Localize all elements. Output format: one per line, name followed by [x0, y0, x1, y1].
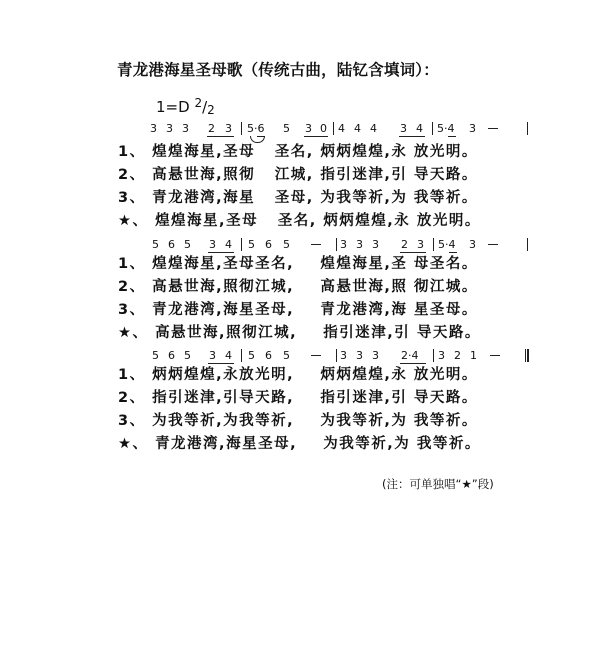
song-title: 青龙港海星圣母歌（传统古曲，陆钇含填词）： — [117, 61, 439, 79]
notation-row-3 — [0, 349, 600, 363]
note: 5 — [283, 238, 290, 251]
note: 3 — [417, 238, 424, 251]
note: 2 — [454, 349, 461, 362]
note: 3 — [166, 122, 173, 135]
lyric-line — [118, 209, 481, 230]
lyric-line — [118, 321, 481, 342]
note: 5·4 — [437, 122, 455, 135]
note: 3 — [469, 238, 476, 251]
verse-marker: 3、 — [118, 413, 146, 429]
key-label: 1=D — [156, 98, 190, 116]
barline — [527, 122, 528, 135]
barline — [433, 238, 434, 251]
note: 4 — [416, 122, 423, 135]
note: 2·4 — [401, 349, 419, 362]
barline — [241, 349, 242, 362]
lyric-line — [118, 386, 478, 407]
note: 5 — [184, 349, 191, 362]
lyric-line — [118, 252, 478, 273]
note: 4 — [225, 238, 232, 251]
verse-marker: 3、 — [118, 302, 146, 318]
verse-text: 青龙港湾,海星圣母, 青龙港湾,海 星圣母。 — [152, 302, 478, 318]
note: 3 — [438, 349, 445, 362]
note: 3 — [372, 238, 379, 251]
barline — [333, 122, 334, 135]
note: 6 — [265, 349, 272, 362]
barline — [527, 238, 528, 251]
verse-marker: 1、 — [118, 256, 146, 272]
footnote: (注：可单独唱“★”段) — [382, 477, 494, 491]
note: 3 — [356, 349, 363, 362]
note: 5 — [248, 349, 255, 362]
underline — [399, 136, 425, 137]
note: 4 — [225, 349, 232, 362]
verse-marker: ★、 — [118, 436, 149, 452]
verse-text: 高悬世海,照彻江城, 指引迷津,引 导天路。 — [155, 325, 481, 341]
note: 5 — [184, 238, 191, 251]
note: 3 — [356, 238, 363, 251]
note: 5 — [152, 349, 159, 362]
verse-marker: 1、 — [118, 367, 146, 383]
note: 5 — [152, 238, 159, 251]
lyric-line — [118, 363, 478, 384]
dash — [488, 128, 498, 129]
verse-text: 煌煌海星,圣母 圣名, 炳炳煌煌,永 放光明。 — [155, 213, 481, 229]
verse-marker: ★、 — [118, 325, 149, 341]
verse-text: 指引迷津,引导天路, 指引迷津,引 导天路。 — [152, 390, 478, 406]
note: 3 — [372, 349, 379, 362]
note: 3 — [305, 122, 312, 135]
lyric-line — [118, 163, 478, 184]
note: 4 — [354, 122, 361, 135]
note: 3 — [340, 238, 347, 251]
note: 5·6 — [247, 122, 265, 135]
note: 4 — [338, 122, 345, 135]
note: 3 — [225, 122, 232, 135]
verse-text: 高悬世海,照彻 江城, 指引迷津,引 导天路。 — [152, 167, 478, 183]
note: 1 — [470, 349, 477, 362]
time-numerator: 2 — [194, 96, 203, 110]
verse-marker: 2、 — [118, 167, 146, 183]
note: 5·4 — [438, 238, 456, 251]
note: 6 — [265, 238, 272, 251]
note: 6 — [168, 238, 175, 251]
barline — [241, 238, 242, 251]
notation-row-2 — [0, 238, 600, 252]
note: 3 — [182, 122, 189, 135]
note: 5 — [248, 238, 255, 251]
note: 3 — [209, 349, 216, 362]
lyric-line — [118, 298, 478, 319]
verse-text: 炳炳煌煌,永放光明, 炳炳煌煌,永 放光明。 — [152, 367, 478, 383]
lyric-line — [118, 140, 478, 161]
verse-text: 青龙港湾,海星 圣母, 为我等祈,为 我等祈。 — [152, 190, 478, 206]
note: 4 — [370, 122, 377, 135]
final-barline — [525, 349, 529, 362]
verse-text: 煌煌海星,圣母 圣名, 炳炳煌煌,永 放光明。 — [152, 144, 478, 160]
note: 3 — [469, 122, 476, 135]
underline — [207, 136, 234, 137]
lyric-line — [118, 186, 478, 207]
note: 3 — [209, 238, 216, 251]
verse-marker: 2、 — [118, 390, 146, 406]
time-denominator: 2 — [207, 103, 215, 117]
verse-text: 煌煌海星,圣母圣名, 煌煌海星,圣 母圣名。 — [152, 256, 478, 272]
note: 3 — [400, 122, 407, 135]
note: 3 — [340, 349, 347, 362]
key-signature — [156, 96, 215, 117]
note: 5 — [283, 349, 290, 362]
dash — [488, 244, 498, 245]
dash — [311, 355, 321, 356]
barline — [241, 122, 242, 135]
verse-text: 青龙港湾,海星圣母, 为我等祈,为 我等祈。 — [155, 436, 481, 452]
barline — [336, 349, 337, 362]
lyric-line — [118, 409, 478, 430]
barline — [433, 349, 434, 362]
notation-row-1 — [0, 122, 600, 136]
note: 0 — [320, 122, 327, 135]
note: 2 — [208, 122, 215, 135]
barline — [432, 122, 433, 135]
lyric-line — [118, 432, 481, 453]
note: 6 — [168, 349, 175, 362]
verse-marker: ★、 — [118, 213, 149, 229]
dash — [311, 244, 321, 245]
lyric-line — [118, 275, 478, 296]
time-slash: / — [202, 98, 208, 116]
note: 2 — [401, 238, 408, 251]
underline — [448, 136, 456, 137]
verse-marker: 2、 — [118, 279, 146, 295]
verse-text: 高悬世海,照彻江城, 高悬世海,照 彻江城。 — [152, 279, 478, 295]
note: 5 — [283, 122, 290, 135]
verse-marker: 3、 — [118, 190, 146, 206]
barline — [336, 238, 337, 251]
note: 3 — [150, 122, 157, 135]
underline — [304, 136, 328, 137]
dash — [490, 355, 500, 356]
verse-marker: 1、 — [118, 144, 146, 160]
verse-text: 为我等祈,为我等祈, 为我等祈,为 我等祈。 — [152, 413, 478, 429]
